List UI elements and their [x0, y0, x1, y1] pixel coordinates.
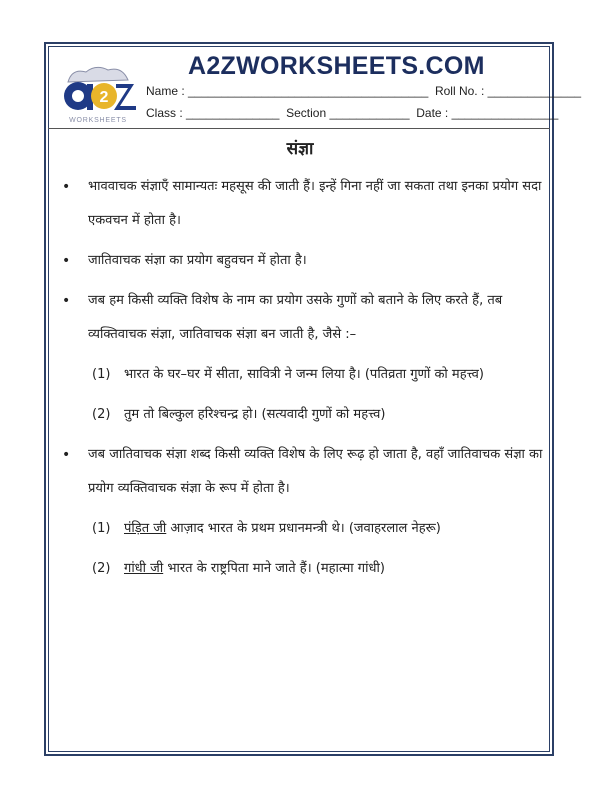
bullet-item: [62, 244, 548, 278]
example-text: तुम तो बिल्कुल हरिश्चन्द्र हो। (सत्यवादी गुणों को महत्त्व): [124, 407, 386, 422]
underlined-noun: पंड़ित जी: [124, 521, 167, 536]
example-number: (2): [92, 407, 111, 422]
worksheet-header: [48, 46, 582, 128]
example-text: भारत के घर–घर में सीता, सावित्री ने जन्म लिया है। (पतिव्रता गुणों को महत्त्व): [124, 367, 484, 382]
example-number: (2): [92, 561, 111, 576]
example-text: आज़ाद भारत के प्रथम प्रधानमन्त्री थे। (जवाहरलाल नेहरू): [166, 521, 441, 536]
svg-text:WORKSHEETS: WORKSHEETS: [69, 117, 127, 124]
example-item: [62, 512, 548, 546]
bullet-dot: •: [62, 447, 71, 463]
name-rollno-row: Name : ____________________________________ Roll No. : ______________: [146, 84, 582, 98]
bullet-text: भाववाचक संज्ञाएँ सामान्यतः महसूस की जाती हैं। इन्हें गिना नहीं जा सकता तथा इनका प्रयोग सदा एकवचन में होता है।: [88, 179, 542, 228]
bullet-text: जातिवाचक संज्ञा का प्रयोग बहुवचन में होता है।: [88, 253, 307, 268]
example-item: [62, 358, 548, 392]
bullet-item: [62, 284, 548, 352]
example-item: [62, 398, 548, 432]
bullet-item: [62, 170, 548, 238]
bullet-dot: •: [62, 293, 71, 309]
underlined-noun: गांधी जी: [124, 561, 164, 576]
header-divider: [48, 128, 550, 129]
site-title: A2ZWORKSHEETS.COM: [188, 52, 485, 80]
example-number: (1): [92, 521, 111, 536]
a2z-logo: [58, 64, 138, 126]
bullet-item: [62, 438, 548, 506]
worksheet-content: [62, 170, 548, 592]
worksheet-title: संज्ञा: [286, 139, 314, 159]
example-number: (1): [92, 367, 111, 382]
bullet-dot: •: [62, 179, 71, 195]
bullet-dot: •: [62, 253, 71, 269]
bullet-text: जब हम किसी व्यक्ति विशेष के नाम का प्रयोग उसके गुणों को बताने के लिए करते हैं, तब व्यक्तिवाचक संज्ञा, जातिवाचक संज्ञा बन जाती है, जैसे :–: [88, 293, 503, 342]
example-text: भारत के राष्ट्रपिता माने जाते हैं। (महात्मा गांधी): [163, 561, 385, 576]
svg-text:2: 2: [99, 89, 109, 106]
example-item: [62, 552, 548, 586]
class-section-date-row: Class : ______________ Section ____________ Date : ________________: [146, 106, 559, 120]
bullet-text: जब जातिवाचक संज्ञा शब्द किसी व्यक्ति विशेष के लिए रूढ़ हो जाता है, वहाँ जातिवाचक संज्ञा का प्रयोग व्यक्तिवाचक संज्ञा के रूप में होता है।: [88, 447, 543, 496]
